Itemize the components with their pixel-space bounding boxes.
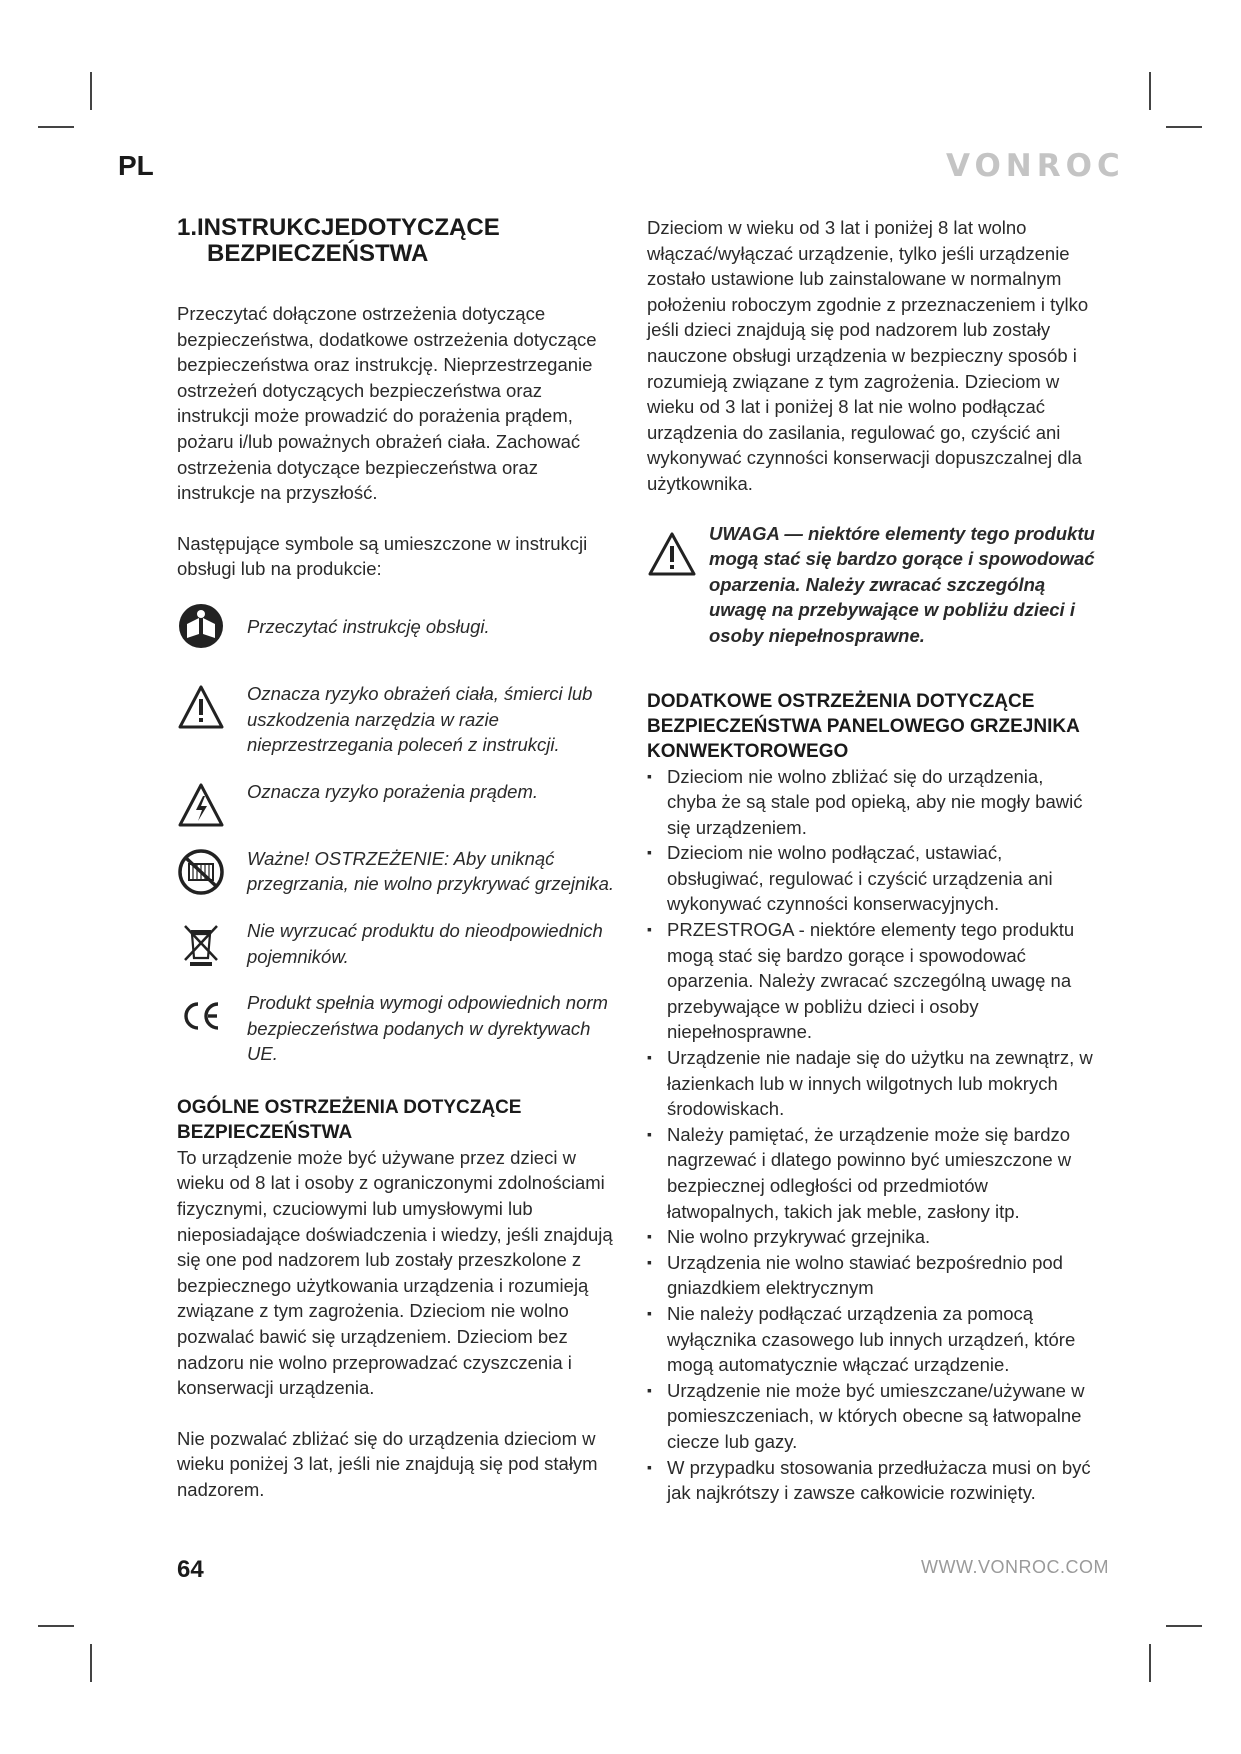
list-item: ▪ Urządzenie nie nadaje się do użytku na zewnątrz, w łazienkach lub w innych wilgotnych lub mokrych środowiskach. (647, 1045, 1097, 1122)
extra-warnings-list (647, 764, 1097, 1506)
general-paragraph-2: Nie pozwalać zbliżać się do urządzenia dzieciom w wieku poniżej 3 lat, jeśli nie znajdują się pod stałym nadzorem. (177, 1427, 598, 1500)
weee-bin-icon (177, 920, 225, 968)
crop-mark (1166, 1625, 1202, 1627)
list-item: ▪ Dzieciom nie wolno podłączać, ustawiać, obsługiwać, regulować i czyścić urządzenia ani wykonywać czynności konserwacyjnych. (647, 840, 1097, 917)
hot-surface-warning (647, 521, 1097, 649)
left-column (177, 215, 617, 1503)
symbols-intro: Następujące symbole są umieszczone w instrukcji obsługi lub na produkcie: (177, 532, 588, 580)
symbol-row (177, 846, 617, 897)
do-not-cover-icon (177, 848, 225, 896)
symbol-row (177, 600, 617, 660)
warning-triangle-icon (647, 531, 697, 577)
ce-mark-icon (177, 992, 225, 1040)
electric-shock-icon (177, 781, 225, 829)
right-column (647, 215, 1097, 1506)
crop-mark (1166, 126, 1202, 128)
crop-mark (1149, 1644, 1151, 1682)
general-paragraph-1: To urządzenie może być używane przez dzieci w wieku od 8 lat i osoby z ograniczonymi zdolnościami fizycznymi, czuciowymi lub umysłowymi lub nieposiadające doświadczenia i wiedzy, jeśli znajdują się one pod nadzorem lub zostały przeszkolone z bezpiecznego użytkowania urządzenia i rozumieją związane z tym zagrożenia. Dzieciom nie wolno pozwalać bawić się urządzeniem. Dzieciom bez nadzoru nie wolno przeprowadzać czyszczenia i konserwacji urządzenia. (177, 1146, 613, 1399)
symbol-text: Produkt spełnia wymogi odpowiednich norm bezpieczeństwa podanych w dyrektywach UE. (247, 992, 608, 1065)
brand-logo: VONROC (946, 148, 1125, 184)
crop-mark (1149, 72, 1151, 110)
list-item: ▪ Nie należy podłączać urządzenia za pomocą wyłącznika czasowego lub innych urządzeń, które mogą automatycznie włączać urządzenie. (647, 1301, 1097, 1378)
section-title-line2: BEZPIECZEŃSTWA (207, 240, 429, 267)
read-manual-icon (177, 602, 225, 650)
crop-mark (38, 1625, 74, 1627)
crop-mark (38, 126, 74, 128)
website-url: WWW.VONROC.COM (921, 1557, 1109, 1577)
crop-mark (90, 72, 92, 110)
list-item: ▪ Należy pamiętać, że urządzenie może się bardzo nagrzewać i dlatego powinno być umieszczone w bezpiecznej odległości od przedmiotów łatwopalnych, takich jak meble, zasłony itp. (647, 1122, 1097, 1224)
intro-paragraph: Przeczytać dołączone ostrzeżenia dotyczące bezpieczeństwa, dodatkowe ostrzeżenia dotyczące bezpieczeństwa oraz instrukcję. Nieprzestrzeganie ostrzeżeń dotyczących bezpieczeństwa oraz instrukcji może prowadzić do porażenia prądem, pożaru i/lub poważnych obrażeń ciała. Zachować ostrzeżenia dotyczące bezpieczeństwa oraz instrukcje na przyszłość. (177, 303, 597, 504)
list-item: ▪ Dzieciom nie wolno zbliżać się do urządzenia, chyba że są stale pod opieką, aby nie mogły bawić się urządzeniem. (647, 764, 1097, 841)
list-item: ▪ PRZESTROGA - niektóre elementy tego produktu mogą stać się bardzo gorące i spowodować oparzenia. Należy zwracać szczególną uwagę na przebywające w pobliżu dzieci i osoby niepełnosprawne. (647, 917, 1097, 1045)
symbol-text: Nie wyrzucać produktu do nieodpowiednich pojemników. (247, 919, 603, 967)
symbol-text: Oznacza ryzyko porażenia prądem. (247, 780, 538, 802)
list-item: ▪ W przypadku stosowania przedłużacza musi on być jak najkrótszy i zawsze całkowicie rozwinięty. (647, 1455, 1097, 1506)
symbol-text: Oznacza ryzyko obrażeń ciała, śmierci lub uszkodzenia narzędzia w razie nieprzestrzegania poleceń z instrukcji. (247, 682, 593, 756)
extra-warnings-heading: DODATKOWE OSTRZEŻENIA DOTYCZĄCE BEZPIECZEŃSTWA PANELOWEGO GRZEJNIKA KONWEKTOROWEGO (647, 690, 1080, 762)
crop-mark (90, 1644, 92, 1682)
list-item: ▪ Nie wolno przykrywać grzejnika. (647, 1224, 1097, 1250)
symbol-row (177, 779, 617, 825)
section-title-line1: 1.INSTRUKCJEDOTYCZĄCE (177, 214, 500, 241)
symbol-row (177, 681, 617, 758)
language-code: PL (118, 150, 154, 181)
symbol-text: Przeczytać instrukcję obsługi. (247, 615, 490, 637)
children-paragraph: Dzieciom w wieku od 3 lat i poniżej 8 lat wolno włączać/wyłączać urządzenie, tylko jeśli urządzenie zostało ustawione lub zainstalowane w normalnym położeniu roboczym zgodnie z przeznaczeniem i tylko jeśli dzieci znajdują się pod nadzorem lub zostały nauczone obsługi urządzenia w bezpieczny sposób i rozumieją związane z tym zagrożenia. Dzieciom w wieku od 3 lat i poniżej 8 lat nie wolno podłączać urządzenia do zasilania, regulować go, czyścić ani wykonywać czynności konserwacji dopuszczalnej dla użytkownika. (647, 217, 1089, 494)
page-number: 64 (177, 1556, 204, 1583)
symbol-row (177, 918, 617, 969)
symbol-row (177, 990, 617, 1067)
list-item: ▪ Urządzenia nie wolno stawiać bezpośrednio pod gniazdkiem elektrycznym (647, 1250, 1097, 1301)
section-title (177, 215, 617, 267)
symbol-text: Ważne! OSTRZEŻENIE: Aby uniknąć przegrzania, nie wolno przykrywać grzejnika. (247, 847, 615, 895)
warning-triangle-icon (177, 683, 225, 731)
list-item: ▪ Urządzenie nie może być umieszczane/używane w pomieszczeniach, w których obecne są łatwopalne ciecze lub gazy. (647, 1378, 1097, 1455)
general-warnings-heading: OGÓLNE OSTRZEŻENIA DOTYCZĄCE BEZPIECZEŃSTWA (177, 1096, 522, 1143)
warning-text: UWAGA — niektóre elementy tego produktu mogą stać się bardzo gorące i spowodować oparzenia. Należy zwracać szczególną uwagę na przebywające w pobliżu dzieci i osoby niepełnosprawne. (709, 522, 1095, 646)
